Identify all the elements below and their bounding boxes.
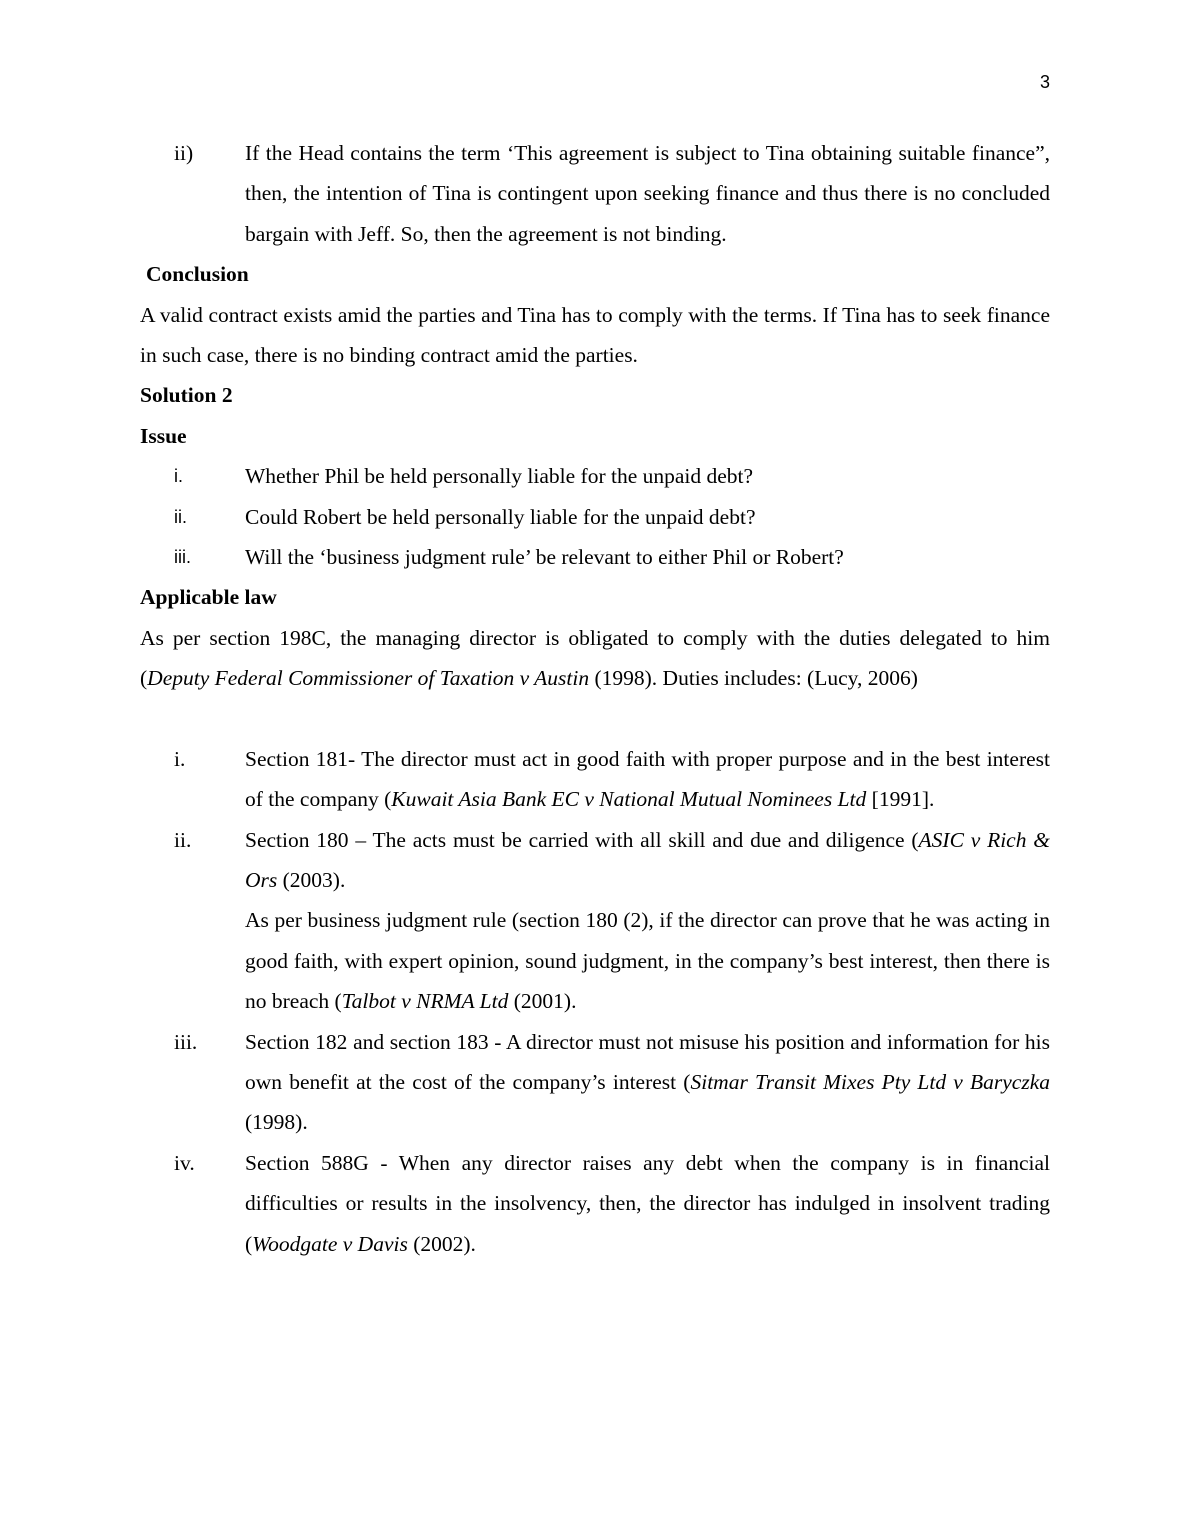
list-item [140, 133, 1050, 254]
conclusion-heading: Conclusion [146, 262, 249, 287]
duty-marker: iv. [174, 1150, 195, 1175]
duty-text-part: Section 182 and section 183 - A director must not misuse his position and information for his own benefit at the cost of the company’s interest ( [245, 1029, 1050, 1094]
law-text: As per section 198C, the managing director is obligated to comply with the duties delegated to him ( [140, 625, 1050, 691]
list-item-text: If the Head contains the term ‘This agreement is subject to Tina obtaining suitable finance”, then, the intention of Tina is contingent upon seeking finance and thus there is no concluded bargain with Jeff. So, then the agreement is not binding. [245, 141, 1050, 246]
duty-text-part: (2001). [508, 989, 577, 1014]
solution-2-heading: Solution 2 [140, 383, 233, 408]
issue-heading: Issue [140, 423, 187, 448]
applicable-law-paragraph [140, 618, 1050, 699]
list-marker: ii) [174, 141, 194, 165]
duty-item [140, 739, 1050, 820]
conclusion-paragraph: A valid contract exists amid the parties and Tina has to comply with the terms. If Tina has to seek finance in such case, there is no binding contract amid the parties. [140, 302, 1050, 368]
duty-marker: i. [174, 746, 186, 771]
duty-text-part: (2002). [407, 1231, 476, 1256]
issue-marker: iii. [174, 547, 191, 568]
applicable-law-heading: Applicable law [140, 585, 277, 610]
duty-marker: iii. [174, 1029, 198, 1054]
blank-line [140, 699, 1050, 739]
issue-item [140, 537, 1050, 577]
duty-paragraph [245, 820, 1050, 901]
page-number: 3 [1039, 72, 1050, 92]
duty-text-part: Section 180 – The acts must be carried with all skill and due and diligence ( [245, 827, 919, 852]
duty-text-part: (2003). [277, 867, 346, 892]
issue-text: Whether Phil be held personally liable for the unpaid debt? [245, 464, 754, 489]
issue-item [140, 497, 1050, 537]
case-citation: Deputy Federal Commissioner of Taxation v Austin [147, 666, 590, 691]
issue-text: Could Robert be held personally liable for the unpaid debt? [245, 504, 756, 529]
duty-item [140, 820, 1050, 1022]
issue-marker: i. [174, 466, 183, 487]
duty-text-part: (1998). [245, 1110, 308, 1135]
case-citation: ASIC v Rich & Ors [245, 827, 1050, 892]
duty-item [140, 1022, 1050, 1143]
case-citation: Kuwait Asia Bank EC v National Mutual Nominees Ltd [391, 787, 867, 812]
duty-text-part: Section 588G - When any director raises any debt when the company is in financial difficulties or results in the insolvency, then, the director has indulged in insolvent trading ( [245, 1150, 1050, 1256]
duty-text-part: [1991]. [866, 787, 935, 812]
case-citation: Woodgate v Davis [252, 1231, 408, 1256]
duty-text-part: As per business judgment rule (section 180 (2), if the director can prove that he was acting in good faith, with expert opinion, sound judgment, in the company’s best interest, then there is no breach ( [245, 908, 1050, 1014]
duty-text [245, 739, 1050, 820]
duty-marker: ii. [174, 827, 192, 852]
document-body [140, 133, 1050, 1264]
duty-text [245, 820, 1050, 1022]
case-citation: Sitmar Transit Mixes Pty Ltd v Baryczka [690, 1069, 1051, 1094]
case-citation: Talbot v NRMA Ltd [341, 989, 509, 1014]
issue-marker: ii. [174, 506, 187, 527]
duty-text-part: Section 181- The director must act in good faith with proper purpose and in the best interest of the company ( [245, 746, 1050, 812]
duty-text [245, 1022, 1050, 1143]
business-judgment-paragraph [245, 900, 1050, 1021]
issue-item [140, 456, 1050, 496]
issue-text: Will the ‘business judgment rule’ be relevant to either Phil or Robert? [245, 545, 844, 570]
duty-text [245, 1143, 1050, 1264]
law-text: (1998). Duties includes: (Lucy, 2006) [589, 666, 918, 691]
duty-item [140, 1143, 1050, 1264]
